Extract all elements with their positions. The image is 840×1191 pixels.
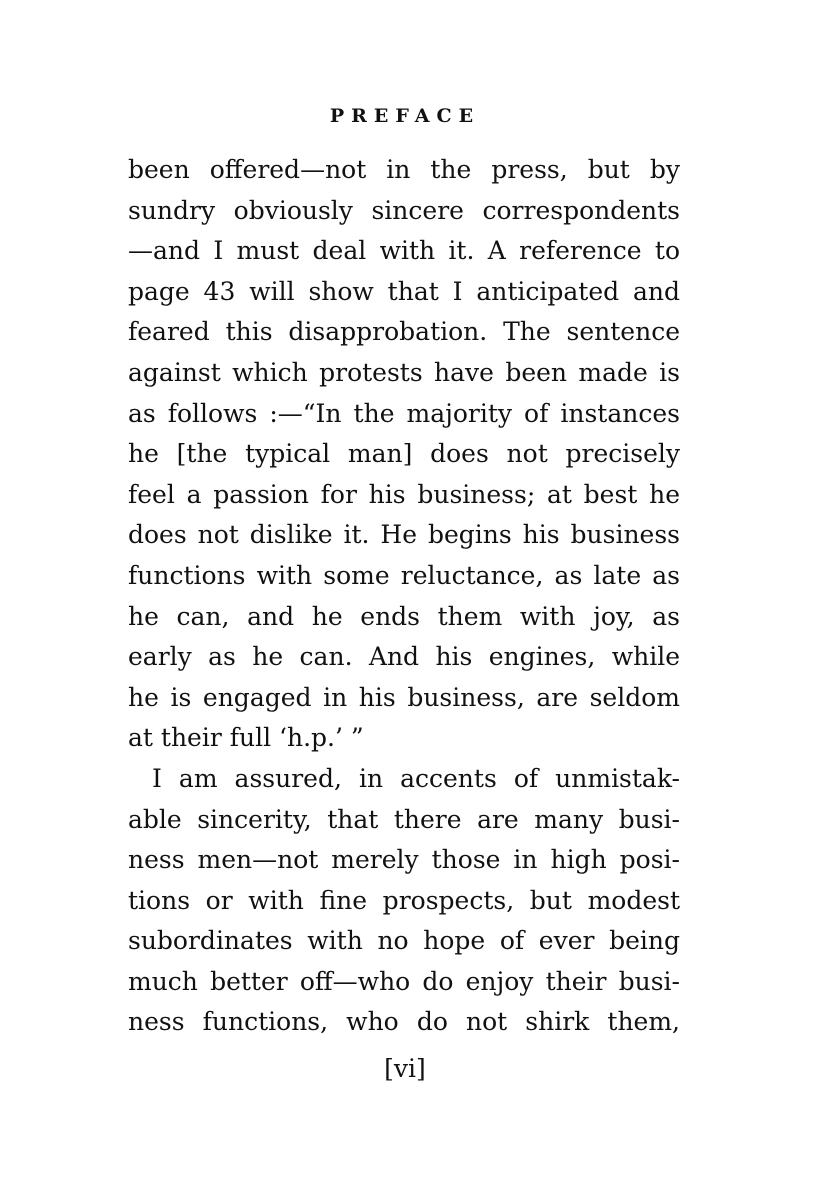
text-line: functions with some reluctance, as late as: [128, 560, 680, 590]
text-line: against which protests have been made is: [128, 357, 680, 387]
text-line: able sincerity, that there are many busi-: [128, 804, 680, 834]
text-line: subordinates with no hope of ever being: [128, 926, 680, 956]
text-line: as follows :—“In the majority of instances: [128, 398, 680, 428]
text-line: feel a passion for his business; at best he: [128, 479, 680, 509]
text-line: ness functions, who do not shirk them,: [128, 1007, 680, 1037]
text-line: at their full ‘h.p.’ ”: [128, 723, 364, 753]
text-line: been offered—not in the press, but by: [128, 155, 680, 184]
text-line: tions or with fine prospects, but modest: [128, 885, 680, 915]
text-line: sundry obviously sincere correspondents: [128, 195, 680, 225]
text-line: he can, and he ends them with joy, as: [128, 601, 680, 631]
text-line: page 43 will show that I anticipated and: [128, 276, 680, 306]
body-text: [128, 150, 680, 1043]
text-line: does not dislike it. He begins his business: [128, 520, 680, 550]
text-line: —and I must deal with it. A reference to: [128, 236, 680, 266]
paragraph-1: [128, 150, 680, 759]
text-line: he is engaged in his business, are seldom: [128, 682, 680, 712]
page-number: [vi]: [384, 1054, 426, 1083]
paragraph-2: [128, 759, 680, 1043]
text-line: early as he can. And his engines, while: [128, 642, 680, 672]
text-line: much better off—who do enjoy their busi-: [128, 966, 680, 996]
text-line: he [the typical man] does not precisely: [128, 439, 680, 469]
text-line: I am assured, in accents of unmistak-: [152, 763, 680, 793]
text-line: feared this disapprobation. The sentence: [128, 317, 680, 347]
running-head: PREFACE: [329, 105, 481, 127]
text-line: ness men—not merely those in high posi-: [128, 845, 680, 875]
